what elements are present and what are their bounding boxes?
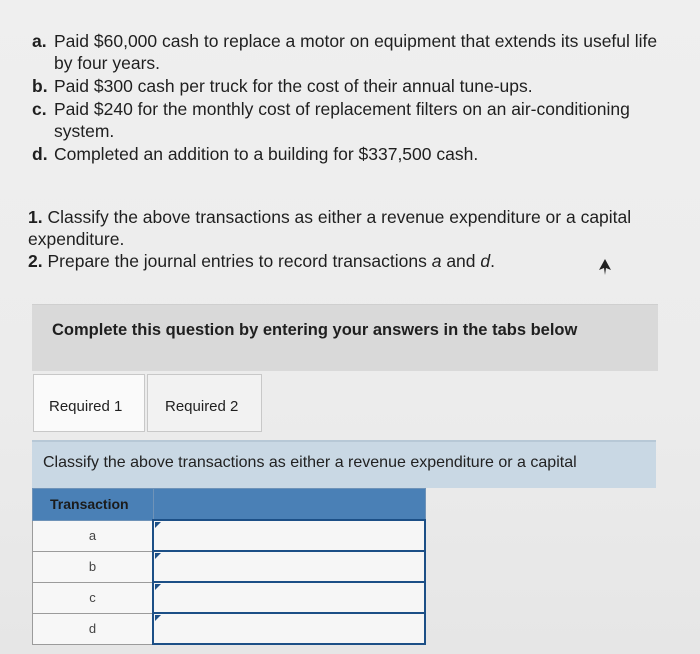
- tab-label: Required 1: [49, 398, 123, 415]
- transaction-item-d: [32, 143, 672, 165]
- instruction-var-a: a: [431, 251, 442, 271]
- tab-required-1[interactable]: [33, 374, 145, 432]
- transaction-text: Paid $60,000 cash to replace a motor on equipment that extends its useful life by four years.: [54, 31, 658, 73]
- instruction-number: 1.: [28, 207, 43, 227]
- transaction-letter: a.: [32, 31, 47, 51]
- instruction-and: and: [441, 251, 481, 271]
- table-row: [33, 582, 426, 613]
- table-row: [33, 551, 426, 582]
- transaction-text: Completed an addition to a building for $337,500 cash.: [54, 144, 479, 164]
- answer-input-d[interactable]: [154, 614, 424, 643]
- transaction-item-a: [32, 30, 672, 74]
- classify-instruction-banner: [32, 440, 656, 488]
- transaction-text: Paid $300 cash per truck for the cost of their annual tune-ups.: [54, 76, 533, 96]
- answer-cell-b[interactable]: [153, 551, 425, 582]
- mouse-cursor-icon: [598, 258, 612, 276]
- row-label-a: a: [33, 520, 154, 551]
- transaction-item-b: [32, 75, 672, 97]
- row-label-c: c: [33, 582, 154, 613]
- transaction-item-c: [32, 98, 672, 142]
- instruction-text: Classify the above transactions as either a revenue expenditure or a capital expenditure.: [28, 207, 632, 249]
- answer-input-a[interactable]: [154, 521, 424, 550]
- instruction-2: [28, 250, 668, 272]
- row-label-d: d: [33, 613, 154, 644]
- complete-question-text: Complete this question by entering your answers in the tabs below: [52, 321, 578, 339]
- instructions: [28, 206, 668, 272]
- complete-question-banner: [32, 304, 658, 371]
- answer-cell-d[interactable]: [153, 613, 425, 644]
- tab-label: Required 2: [165, 398, 239, 415]
- answer-input-b[interactable]: [154, 552, 424, 581]
- transaction-letter: d.: [32, 144, 48, 164]
- transaction-letter: b.: [32, 76, 48, 96]
- instruction-1: [28, 206, 668, 250]
- column-header-classification: [153, 489, 425, 521]
- row-label-b: b: [33, 551, 154, 582]
- answer-input-c[interactable]: [154, 583, 424, 612]
- table-row: [33, 520, 426, 551]
- classification-table: [32, 488, 426, 645]
- transaction-letter: c.: [32, 99, 47, 119]
- answer-cell-a[interactable]: [153, 520, 425, 551]
- classify-instruction-text: Classify the above transactions as either a revenue expenditure or a capital: [43, 454, 577, 471]
- instruction-period: .: [490, 251, 495, 271]
- transaction-list: [32, 30, 672, 166]
- column-header-transaction: Transaction: [33, 489, 154, 521]
- table-header-row: [33, 489, 426, 521]
- answer-cell-c[interactable]: [153, 582, 425, 613]
- table-row: [33, 613, 426, 644]
- instruction-text: Prepare the journal entries to record transactions: [47, 251, 432, 271]
- instruction-number: 2.: [28, 251, 43, 271]
- tab-required-2[interactable]: [147, 374, 262, 432]
- transaction-text: Paid $240 for the monthly cost of replacement filters on an air-conditioning system.: [54, 99, 630, 141]
- instruction-var-d: d: [480, 251, 491, 271]
